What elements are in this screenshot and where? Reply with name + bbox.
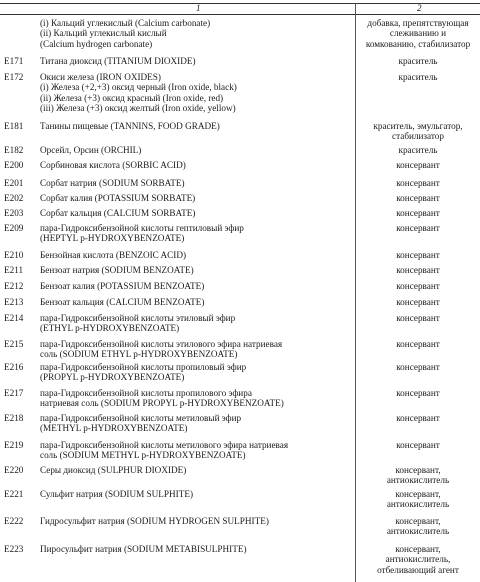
additive-function: [357, 281, 479, 291]
additive-function-line: консервант,: [395, 544, 441, 554]
additive-function: [357, 121, 479, 142]
additive-function-line: антиокислитель: [386, 526, 450, 537]
additive-function: [357, 265, 479, 275]
additive-function: [357, 208, 479, 218]
additive-function: [357, 413, 479, 423]
additive-code: E213: [4, 297, 24, 307]
additive-function-line: консервант: [396, 440, 440, 450]
additive-name: [40, 56, 352, 66]
additive-function-line: отбеливающий агент: [377, 564, 459, 575]
additive-name: [40, 413, 352, 434]
additive-function: [357, 362, 479, 372]
additive-name: [40, 121, 352, 131]
additive-function: [357, 18, 479, 49]
additive-function: [357, 193, 479, 203]
additive-code: E220: [4, 465, 24, 475]
additive-function-line: консервант: [396, 388, 440, 398]
additive-name-line: Сорбиновая кислота (SORBIC ACID): [40, 160, 186, 170]
additive-name: [40, 208, 352, 218]
additive-function-line: консервант,: [395, 516, 441, 526]
additive-name-line: пара-Гидроксибензойной кислоты пропилового эфира: [40, 388, 252, 398]
table-top-rule: [0, 3, 480, 4]
table-header-rule: [0, 14, 480, 15]
additive-code: E222: [4, 516, 24, 526]
additive-name-line: (PROPYL p-HYDROXYBENZOATE): [40, 372, 185, 383]
additive-code: E203: [4, 208, 24, 218]
additive-function: [357, 72, 479, 82]
additive-function: [357, 250, 479, 260]
additive-name-line: натриевая соль (SODIUM PROPYL p-HYDROXYBENZOATE): [40, 398, 284, 409]
additive-name-line: Серы диоксид (SULPHUR DIOXIDE): [40, 465, 187, 475]
column-divider: [355, 3, 356, 582]
additive-function-line: краситель: [398, 145, 438, 155]
additive-function-line: консервант: [396, 250, 440, 260]
additive-function-line: слеживанию и: [389, 28, 447, 39]
additive-name-line: соль (SODIUM ETHYL p-HYDROXYBENZOATE): [40, 349, 238, 360]
additive-name-line: Танины пищевые (TANNINS, FOOD GRADE): [40, 121, 220, 131]
additive-function-line: консервант: [396, 160, 440, 170]
additive-function: [357, 160, 479, 170]
additive-function-line: антиокислитель: [386, 475, 450, 486]
additive-name-line: Сульфит натрия (SODIUM SULPHITE): [40, 489, 194, 499]
additive-name: [40, 297, 352, 307]
additive-function: [357, 489, 479, 510]
additive-function-line: стабилизатор: [392, 131, 444, 142]
column-2-header: 2: [417, 3, 422, 13]
additive-name: [40, 362, 352, 383]
additive-function-line: консервант: [396, 339, 440, 349]
additive-name-line: Пиросульфит натрия (SODIUM METABISULPHITE): [40, 544, 247, 554]
additive-function-line: консервант: [396, 362, 440, 372]
additive-name: [40, 265, 352, 275]
additive-name: [40, 313, 352, 334]
additive-function: [357, 297, 479, 307]
additive-code: E200: [4, 160, 24, 170]
additive-function-line: консервант: [396, 178, 440, 188]
additive-name-line: (HEPTYL p-HYDROXYBENZOATE): [40, 233, 185, 244]
additive-name-line: (i) Кальций углекислый (Calcium carbonate): [40, 18, 211, 28]
additive-function: [357, 56, 479, 66]
additive-name-line: (Calcium hydrogen carbonate): [40, 38, 153, 49]
additive-name-line: (ii) Железа (+3) оксид красный (Iron oxide, red): [40, 92, 224, 103]
additive-function-line: консервант: [396, 413, 440, 423]
additive-code: E210: [4, 250, 24, 260]
additive-function-line: краситель: [398, 72, 438, 82]
additive-code: E209: [4, 223, 24, 233]
additive-name-line: Орсейл, Орсин (ORCHIL): [40, 145, 142, 155]
additive-name: [40, 223, 352, 244]
additive-name: [40, 516, 352, 526]
additive-name-line: Окиси железа (IRON OXIDES): [40, 72, 161, 82]
additive-function: [357, 313, 479, 323]
additive-function-line: консервант: [396, 193, 440, 203]
additive-name: [40, 544, 352, 554]
additive-name: [40, 160, 352, 170]
additive-code: E219: [4, 440, 24, 450]
additive-name: [40, 250, 352, 260]
additive-name-line: Бензойная кислота (BENZOIC ACID): [40, 250, 187, 260]
additive-function-line: антиокислитель: [386, 499, 450, 510]
additive-name-line: (METHYL p-HYDROXYBENZOATE): [40, 423, 188, 434]
additive-name-line: Бензоат кальция (CALCIUM BENZOATE): [40, 297, 205, 307]
additive-name-line: пара-Гидроксибензойной кислоты этилового эфира натриевая: [40, 339, 283, 349]
column-1-header: 1: [196, 3, 201, 13]
additive-name-line: Бензоат калия (POTASSIUM BENZOATE): [40, 281, 205, 291]
additive-code: E202: [4, 193, 24, 203]
additive-code: E171: [4, 56, 24, 66]
additive-name-line: (ii) Кальций углекислый кислый: [40, 28, 167, 39]
additive-code: E216: [4, 362, 24, 372]
additive-function-line: консервант: [396, 265, 440, 275]
additive-function-line: консервант: [396, 313, 440, 323]
additive-name: [40, 18, 352, 49]
additive-name: [40, 388, 352, 409]
additive-name-line: пара-Гидроксибензойной кислоты этиловый эфир: [40, 313, 236, 323]
additive-code: E211: [4, 265, 24, 275]
additive-name-line: Бензоат натрия (SODIUM BENZOATE): [40, 265, 194, 275]
additive-code: E181: [4, 121, 24, 131]
additive-name: [40, 440, 352, 461]
additive-name: [40, 339, 352, 360]
additive-name-line: пара-Гидроксибензойной кислоты метиловый эфир: [40, 413, 242, 423]
additive-name: [40, 193, 352, 203]
additive-function-line: комкованию, стабилизатор: [365, 38, 471, 49]
additive-name: [40, 145, 352, 155]
additive-code: E217: [4, 388, 24, 398]
additive-function: [357, 440, 479, 450]
additive-function-line: консервант: [396, 208, 440, 218]
additive-name-line: (iii) Железа (+3) оксид желтый (Iron oxide, yellow): [40, 103, 236, 114]
additive-function-line: консервант: [396, 223, 440, 233]
additive-function-line: краситель, эмульгатор,: [373, 121, 463, 131]
additive-function-line: консервант: [396, 297, 440, 307]
additive-function-line: антиокислитель,: [385, 554, 451, 565]
additive-name: [40, 178, 352, 188]
additive-function: [357, 145, 479, 155]
additive-code: E172: [4, 72, 24, 82]
additive-function-line: краситель: [398, 56, 438, 66]
additive-code: E218: [4, 413, 24, 423]
additive-code: E223: [4, 544, 24, 554]
additive-function: [357, 223, 479, 233]
additive-code: E221: [4, 489, 24, 499]
additive-name: [40, 489, 352, 499]
additive-name-line: соль (SODIUM METHYL p-HYDROXYBENZOATE): [40, 450, 246, 461]
additive-name-line: Сорбат кальция (CALCIUM SORBATE): [40, 208, 196, 218]
additive-code: E182: [4, 145, 24, 155]
additive-function: [357, 544, 479, 575]
additive-function: [357, 465, 479, 486]
additive-code: E212: [4, 281, 24, 291]
additive-name-line: Сорбат калия (POTASSIUM SORBATE): [40, 193, 196, 203]
additive-name-line: (i) Железа (+2,+3) оксид черный (Iron oxide, black): [40, 82, 237, 93]
additive-function: [357, 178, 479, 188]
additive-function-line: консервант,: [395, 489, 441, 499]
additive-name-line: Титана диоксид (TITANIUM DIOXIDE): [40, 56, 196, 66]
additive-function-line: добавка, препятствующая: [367, 18, 469, 28]
additive-name-line: (ETHYL p-HYDROXYBENZOATE): [40, 323, 180, 334]
additive-code: E215: [4, 339, 24, 349]
additive-name-line: пара-Гидроксибензойной кислоты пропиловый эфир: [40, 362, 247, 372]
additive-name-line: пара-Гидроксибензойной кислоты гептиловый эфир: [40, 223, 244, 233]
additive-name-line: Гидросульфит натрия (SODIUM HYDROGEN SULPHITE): [40, 516, 269, 526]
additive-code: E214: [4, 313, 24, 323]
additive-name: [40, 281, 352, 291]
additive-name: [40, 465, 352, 475]
additive-function: [357, 339, 479, 349]
additive-name-line: Сорбат натрия (SODIUM SORBATE): [40, 178, 185, 188]
additive-function: [357, 516, 479, 537]
additive-function-line: консервант: [396, 281, 440, 291]
additive-code: E201: [4, 178, 24, 188]
additive-name: [40, 72, 352, 114]
additive-name-line: пара-Гидроксибензойной кислоты метилового эфира натриевая: [40, 440, 289, 450]
additive-function: [357, 388, 479, 398]
additive-function-line: консервант,: [395, 465, 441, 475]
